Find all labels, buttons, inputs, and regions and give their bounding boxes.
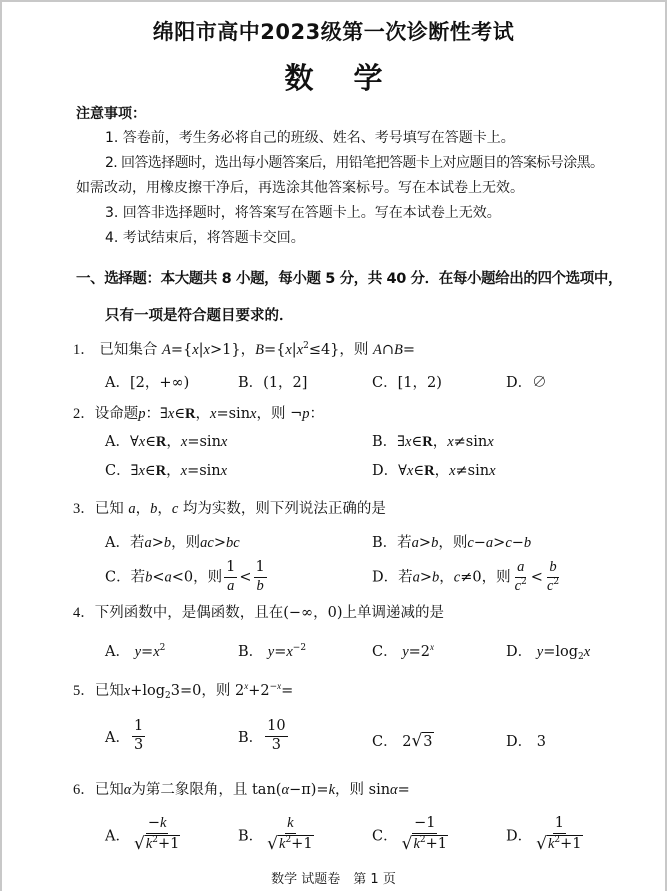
q5-option-c[interactable]: C． 2 √ 3: [372, 731, 433, 751]
q1-option-c[interactable]: C．[1，2): [372, 375, 442, 391]
q6-option-a[interactable]: A． −k √ $k^2+1$: [105, 815, 180, 854]
q3-option-b[interactable]: B．若a>b，则c−a>c−b: [372, 535, 532, 551]
notice-heading: 注意事项：: [76, 106, 146, 122]
q5-option-d[interactable]: D． 3: [506, 734, 546, 750]
question-4: 4．下列函数中，是偶函数，且在(−∞，0)上单调递减的是: [73, 605, 445, 621]
q6-option-c[interactable]: C． −1 √ $k^2+1$: [372, 815, 447, 854]
q1-option-b[interactable]: B．(1，2]: [238, 375, 308, 391]
q1-option-a[interactable]: A．[2，+∞): [105, 375, 190, 391]
notice-item-2: 2. 回答选择题时，选出每小题答案后，用铅笔把答题卡上对应题目的答案标号涂黑。: [105, 155, 604, 171]
section-heading: 一、选择题：本大题共 8 小题，每小题 5 分，共 40 分．在每小题给出的四个选项中，: [76, 271, 623, 287]
page-footer: 数学 试题卷 第 1 页: [271, 872, 396, 887]
section-heading-cont: 只有一项是符合题目要求的．: [105, 308, 294, 324]
q1-option-d[interactable]: D．∅: [506, 375, 547, 391]
exam-subject: 数学: [284, 61, 423, 95]
question-6: 6．已知α为第二象限角，且 tan(α−π)=k，则 sinα=: [73, 782, 410, 798]
q5-option-b[interactable]: B． $\frac{10}{3}$: [238, 718, 286, 753]
q6-option-d[interactable]: D． 1 √ $k^2+1$: [506, 815, 582, 854]
q4-option-b[interactable]: B． $y=x^{-2}$: [238, 643, 307, 660]
q2-option-c[interactable]: C．∃x∈R，x=sinx: [105, 463, 228, 479]
question-5: 5．已知$x+\log_23=0$，则 $2^x+2^{-x}=$: [73, 681, 294, 701]
question-1: 1． 已知集合 A={x|x>1}，$B=\{x|x^2\le 4\}$，则 A∩B=: [73, 341, 416, 358]
notice-item-4: 4. 考试结束后，将答题卡交回。: [105, 230, 305, 246]
q3-option-d[interactable]: D．若a>b，c≠0，则 $\frac{a}{c^2}$ < $\frac{b}{c^2}$: [372, 559, 560, 594]
q4-option-d[interactable]: D． $y=\log_2x$: [506, 644, 591, 662]
q4-option-a[interactable]: A． $y=x^2$: [105, 643, 166, 660]
q5-option-a[interactable]: A． $\frac{1}{3}$: [105, 718, 144, 753]
q3-option-c[interactable]: C．若b<a<0，则 $\frac{1}{a}$ < $\frac{1}{b}$: [105, 559, 265, 594]
q6-option-b[interactable]: B． k √ $k^2+1$: [238, 815, 313, 854]
question-number: 1．: [73, 342, 95, 358]
notice-item-3: 3. 回答非选择题时，将答案写在答题卡上。写在本试卷上无效。: [105, 205, 501, 221]
exam-title: 绵阳市高中2023级第一次诊断性考试: [152, 20, 515, 44]
q4-option-c[interactable]: C． $y=2^x$: [372, 642, 435, 660]
notice-item-1: 1. 答卷前，考生务必将自己的班级、姓名、考号填写在答题卡上。: [105, 130, 515, 146]
question-3: 3．已知 a，b，c 均为实数，则下列说法正确的是: [73, 501, 386, 517]
q2-option-a[interactable]: A．∀x∈R，x=sinx: [105, 434, 228, 450]
q2-option-b[interactable]: B．∃x∈R，x≠sinx: [372, 434, 494, 450]
q2-option-d[interactable]: D．∀x∈R，x≠sinx: [372, 463, 496, 479]
question-2: 2．设命题p：∃x∈R，x=sinx，则 ¬p：: [73, 406, 324, 422]
notice-item-2-cont: 如需改动，用橡皮擦干净后，再选涂其他答案标号。写在本试卷上无效。: [76, 180, 524, 196]
q3-option-a[interactable]: A．若a>b，则ac>bc: [105, 535, 240, 551]
